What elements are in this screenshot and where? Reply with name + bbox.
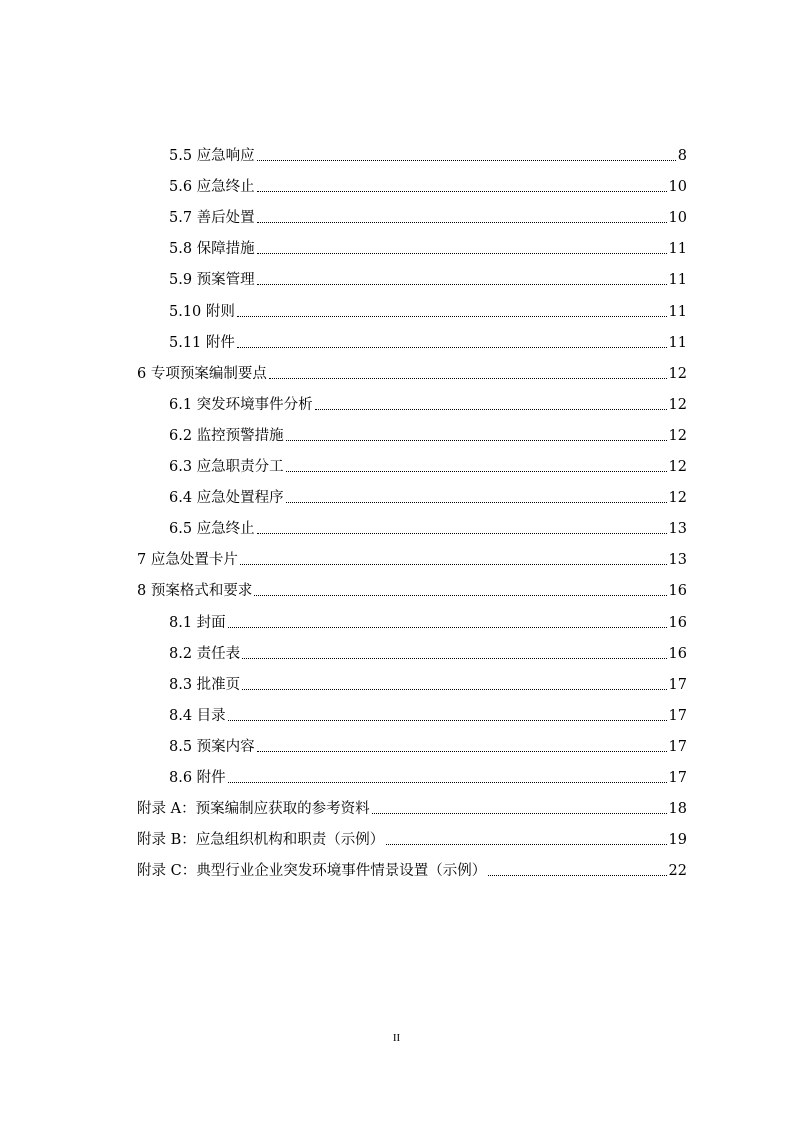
toc-entry-page-number: 12 xyxy=(668,396,687,413)
dot-leader xyxy=(269,378,667,379)
toc-entry-page-number: 12 xyxy=(668,427,687,444)
toc-entry-title: 6 专项预案编制要点 xyxy=(137,365,267,382)
toc-entry[interactable] xyxy=(169,672,687,694)
toc-entry-page-number: 18 xyxy=(668,801,687,818)
page-number: II xyxy=(392,1032,401,1044)
dot-leader xyxy=(240,564,667,565)
toc-entry[interactable] xyxy=(137,827,687,849)
dot-leader xyxy=(286,440,667,441)
toc-entry-page-number: 11 xyxy=(668,241,687,258)
toc-entry-title: 8.6 附件 xyxy=(169,770,226,786)
toc-entry[interactable] xyxy=(169,485,687,507)
dot-leader xyxy=(257,160,676,161)
toc-entry-page-number: 16 xyxy=(668,645,687,662)
toc-entry-title: 6.4 应急处置程序 xyxy=(169,490,284,507)
toc-entry[interactable] xyxy=(137,858,687,880)
dot-leader xyxy=(228,720,667,721)
toc-entry-page-number: 19 xyxy=(668,832,687,849)
dot-leader xyxy=(257,253,667,254)
toc-entry-title: 5.5 应急响应 xyxy=(169,148,255,164)
toc-entry-title: 5.6 应急终止 xyxy=(169,179,255,196)
toc-entry-page-number: 11 xyxy=(668,272,687,289)
toc-entry[interactable] xyxy=(169,734,687,756)
toc-entry-title: 8 预案格式和要求 xyxy=(137,583,253,600)
toc-entry-page-number: 17 xyxy=(668,770,687,786)
toc-entry-title: 7 应急处置卡片 xyxy=(137,552,238,569)
toc-entry-title: 6.2 监控预警措施 xyxy=(169,427,284,444)
toc-entry-title: 6.5 应急终止 xyxy=(169,521,255,538)
toc-entry[interactable] xyxy=(169,330,687,352)
toc-entry-page-number: 22 xyxy=(668,863,687,880)
toc-entry[interactable] xyxy=(169,454,687,476)
dot-leader xyxy=(242,689,666,690)
toc-entry-page-number: 8 xyxy=(677,148,687,164)
toc-entry-page-number: 13 xyxy=(668,521,687,538)
toc-entry-page-number: 17 xyxy=(668,707,687,724)
toc-entry[interactable] xyxy=(137,796,687,818)
toc-entry-page-number: 17 xyxy=(668,738,687,755)
dot-leader xyxy=(257,191,667,192)
toc-entry[interactable] xyxy=(169,423,687,445)
toc-entry-title: 8.4 目录 xyxy=(169,707,226,724)
toc-entry[interactable] xyxy=(169,299,687,321)
dot-leader xyxy=(257,284,667,285)
toc-entry-title: 附录 C：典型行业企业突发环境事件情景设置（示例） xyxy=(137,863,487,880)
toc-entry-title: 5.11 附件 xyxy=(169,334,235,351)
toc-entry[interactable] xyxy=(169,205,687,227)
toc-entry[interactable] xyxy=(137,578,687,600)
toc-entry[interactable] xyxy=(169,765,687,787)
toc-entry-title: 8.2 责任表 xyxy=(169,645,241,662)
toc-entry[interactable] xyxy=(137,547,687,569)
toc-entry-page-number: 12 xyxy=(668,459,687,475)
toc-entry[interactable] xyxy=(169,267,687,289)
toc-entry-title: 附录 B：应急组织机构和职责（示例） xyxy=(137,832,385,849)
toc-entry-title: 5.9 预案管理 xyxy=(169,272,255,289)
toc-entry-page-number: 16 xyxy=(668,614,687,631)
toc-entry-title: 5.10 附则 xyxy=(169,303,235,320)
dot-leader xyxy=(228,782,667,783)
toc-entry-title: 6.1 突发环境事件分析 xyxy=(169,396,313,413)
dot-leader xyxy=(254,595,666,596)
toc-entry[interactable] xyxy=(169,610,687,632)
toc-entry[interactable] xyxy=(169,516,687,538)
dot-leader xyxy=(237,316,667,317)
toc-entry-title: 附录 A：预案编制应获取的参考资料 xyxy=(137,801,370,818)
dot-leader xyxy=(386,844,666,845)
toc-entry[interactable] xyxy=(169,703,687,725)
toc-entry[interactable] xyxy=(169,143,687,165)
toc-entry-title: 8.1 封面 xyxy=(169,614,226,631)
dot-leader xyxy=(286,502,667,503)
toc-entry-page-number: 11 xyxy=(668,334,687,351)
toc-entry-title: 6.3 应急职责分工 xyxy=(169,459,284,475)
dot-leader xyxy=(257,751,667,752)
dot-leader xyxy=(257,533,667,534)
dot-leader xyxy=(237,347,667,348)
dot-leader xyxy=(372,813,667,814)
toc-entry-page-number: 10 xyxy=(668,179,687,196)
dot-leader xyxy=(257,222,667,223)
toc-entry-page-number: 17 xyxy=(668,676,687,693)
toc-entry-page-number: 13 xyxy=(668,552,687,569)
dot-leader xyxy=(315,409,667,410)
toc-entry-title: 5.8 保障措施 xyxy=(169,241,255,258)
toc-entry-page-number: 16 xyxy=(668,583,687,600)
toc-entry[interactable] xyxy=(169,236,687,258)
toc-entry-page-number: 12 xyxy=(668,490,687,507)
toc-entry-page-number: 10 xyxy=(668,210,687,227)
toc-entry[interactable] xyxy=(169,392,687,414)
dot-leader xyxy=(286,471,667,472)
toc-entry-title: 8.3 批准页 xyxy=(169,676,241,693)
toc-entry[interactable] xyxy=(169,174,687,196)
dot-leader xyxy=(228,627,667,628)
dot-leader xyxy=(488,875,666,876)
toc-entry-page-number: 12 xyxy=(668,365,687,382)
dot-leader xyxy=(242,658,666,659)
toc-entry-title: 8.5 预案内容 xyxy=(169,738,255,755)
toc-entry[interactable] xyxy=(169,641,687,663)
toc-entry-title: 5.7 善后处置 xyxy=(169,210,255,227)
toc-entry[interactable] xyxy=(137,361,687,383)
toc-entry-page-number: 11 xyxy=(668,303,687,320)
